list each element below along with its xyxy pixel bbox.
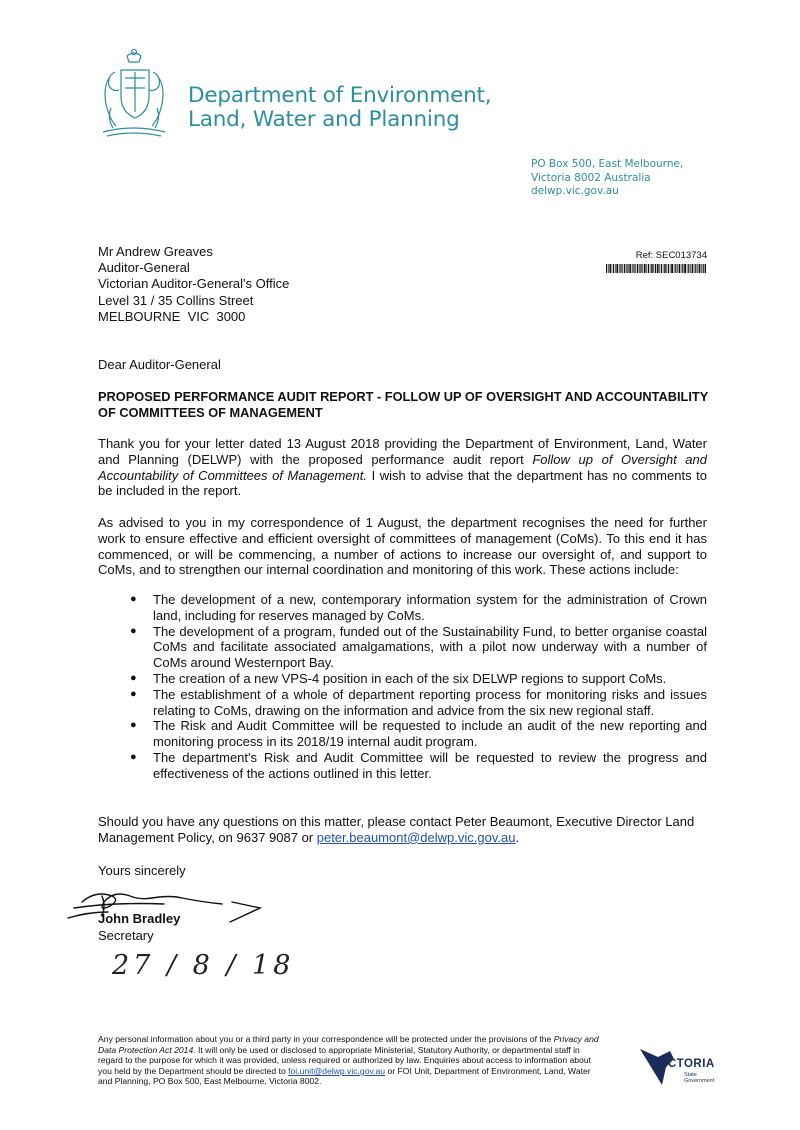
reference-number: Ref: SEC013734 bbox=[635, 250, 707, 261]
bullet-icon: ● bbox=[130, 719, 137, 732]
paragraph-intro bbox=[98, 436, 707, 499]
victoria-state-government-logo bbox=[640, 1045, 715, 1087]
paragraph-intro-end: I wish to advise that the department has no comments to be included in the report. bbox=[98, 467, 707, 499]
paragraph-contact bbox=[98, 814, 707, 846]
department-name-line1: Department of Environment, bbox=[188, 83, 492, 108]
recipient-street: Level 31 / 35 Collins Street bbox=[98, 292, 254, 308]
recipient-name: Mr Andrew Greaves bbox=[98, 244, 213, 259]
footer-text-2: It will only be used or disclosed to appropriate Ministerial, Statutory Authority, or departmental staff in regard to the purpose for which it was provided, unless required or authorized by law. Enquiries about access to information about you held by the Department should be directed to bbox=[98, 1044, 591, 1076]
footer-text-3: or FOI Unit, Department of Environment, Land, Water and Planning, PO Box 500, East Melbourne, Victoria 8002. bbox=[98, 1065, 591, 1087]
report-title: Follow up of Oversight and Accountability of Committees of Management. bbox=[98, 451, 707, 483]
privacy-act-name: Privacy and Data Protection Act 2014. bbox=[98, 1034, 599, 1055]
list-item: ● The establishment of a whole of department reporting process for monitoring risks and issues relating to CoMs, drawing on the information and advice from the six new regional staff. bbox=[130, 686, 707, 718]
address-line1: PO Box 500, East Melbourne, bbox=[531, 158, 684, 170]
paragraph-intro-text: Thank you for your letter dated 13 August 2018 providing the Department of Environment, Land, Water and Planning (DELWP) with the proposed performance audit report bbox=[98, 436, 707, 467]
bullet-icon: ● bbox=[130, 671, 137, 684]
signer-name: John Bradley bbox=[98, 911, 181, 926]
coat-of-arms-icon bbox=[97, 48, 172, 140]
recipient-address-block bbox=[98, 244, 289, 325]
barcode-icon bbox=[606, 264, 706, 273]
government-label: Government bbox=[684, 1078, 715, 1084]
footer-text-1: Any personal information about you or a third party in your correspondence will be protected under the provisions of the bbox=[98, 1034, 554, 1044]
bullet-icon: ● bbox=[130, 750, 137, 763]
state-label: State bbox=[684, 1072, 697, 1078]
paragraph-contact-end: . bbox=[515, 829, 520, 845]
foi-email-link[interactable]: foi.unit@delwp.vic.gov.au bbox=[288, 1065, 386, 1076]
recipient-title: Auditor-General bbox=[98, 260, 190, 276]
bullet-icon: ● bbox=[130, 687, 137, 700]
department-name-line2: Land, Water and Planning bbox=[188, 107, 460, 132]
bullet-icon: ● bbox=[130, 624, 137, 637]
signer-title: Secretary bbox=[98, 928, 154, 943]
department-name bbox=[188, 84, 491, 132]
department-website: delwp.vic.gov.au bbox=[531, 185, 619, 197]
list-item: ● The development of a new, contemporary information system for the administration of Crown land, including for reserves managed by CoMs. bbox=[130, 592, 707, 623]
state-government-label bbox=[684, 1072, 714, 1084]
bullet-icon: ● bbox=[130, 593, 137, 605]
recipient-city: MELBOURNE VIC 3000 bbox=[98, 308, 246, 324]
department-address bbox=[531, 158, 683, 199]
signature-icon bbox=[62, 884, 267, 934]
handwritten-date: 27 / 8 / 18 bbox=[112, 950, 295, 981]
victoria-word: VICTORIA bbox=[656, 1058, 715, 1070]
list-item: ● The development of a program, funded out of the Sustainability Fund, to better organise coastal CoMs and facilitate associated amalgamations, with a pilot now underway with a number of CoMs around Westernport Bay. bbox=[130, 623, 707, 671]
list-item: ● The Risk and Audit Committee will be requested to include an audit of the new reporting and monitoring process in its 2018/19 internal audit program. bbox=[130, 718, 707, 750]
list-item: ● The department's Risk and Audit Committee will be requested to review the progress and effectiveness of the actions outlined in this letter. bbox=[130, 749, 707, 781]
actions-list bbox=[98, 592, 707, 782]
paragraph-actions-intro: As advised to you in my correspondence of 1 August, the department recognises the need for further work to ensure effective and efficient oversight of committees of management (CoMs). To this end it has commenced, or will be commencing, a number of actions to increase our oversight of, and support to CoMs, and to strengthen our internal coordination and monitoring of this work. These actions include: bbox=[98, 515, 707, 578]
list-item: ● The creation of a new VPS-4 position in each of the six DELWP regions to support CoMs. bbox=[130, 670, 667, 686]
letter-subject: PROPOSED PERFORMANCE AUDIT REPORT - FOLLOW UP OF OVERSIGHT AND ACCOUNTABILITY OF COMMITTEES OF MANAGEMENT bbox=[98, 389, 708, 420]
address-line2: Victoria 8002 Australia bbox=[531, 171, 651, 184]
privacy-footer bbox=[98, 1034, 602, 1087]
contact-email-link[interactable]: peter.beaumont@delwp.vic.gov.au bbox=[316, 829, 516, 845]
recipient-office: Victorian Auditor-General's Office bbox=[98, 276, 290, 292]
salutation: Dear Auditor-General bbox=[98, 357, 221, 372]
paragraph-contact-text: Should you have any questions on this matter, please contact Peter Beaumont, Executive Director Land Management Policy, on 9637 9087 or bbox=[98, 814, 695, 845]
closing-line: Yours sincerely bbox=[98, 863, 186, 878]
